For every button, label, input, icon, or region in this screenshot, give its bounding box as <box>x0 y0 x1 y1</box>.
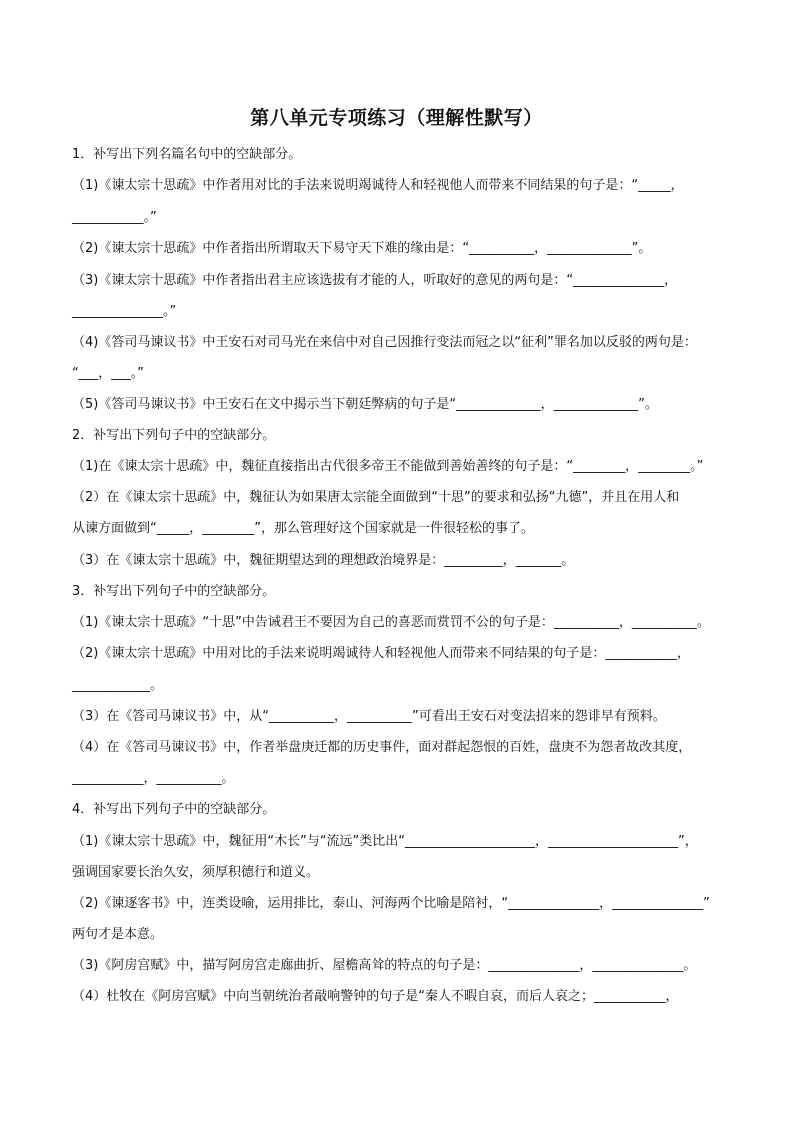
section-2-heading: 2．补写出下列句子中的空缺部分。 <box>72 428 276 443</box>
page-title: 第八单元专项练习（理解性默写） <box>250 107 543 129</box>
question-4-4: （4）杜牧在《阿房宫赋》中向当朝统治者敲响警钟的句子是“秦人不暇自哀，而后人哀之；___________， <box>72 989 679 1004</box>
question-3-1: （1)《谏太宗十思疏》“十思”中告诫君王不要因为自己的喜恶而赏罚不公的句子是：__________，__________。 <box>72 615 710 630</box>
question-1-1: （1)《谏太宗十思疏》中作者用对比的手法来说明竭诚待人和轻视他人而带来不同结果的句子是：“_____， <box>72 178 684 193</box>
question-1-3-cont: ______________。” <box>72 304 177 319</box>
question-4-3: （3)《阿房宫赋》中，描写阿房宫走廊曲折、屋檐高耸的特点的句子是：______________，______________。 <box>72 958 697 973</box>
question-1-3: （3)《谏太宗十思疏》中作者指出君主应该选拔有才能的人，听取好的意见的两句是：“______________， <box>72 273 678 288</box>
section-4-heading: 4．补写出下列句子中的空缺部分。 <box>72 802 276 817</box>
question-4-1-cont: 强调国家要长治久安，须厚积德行和道义。 <box>72 865 320 880</box>
question-1-1-cont: ___________。” <box>72 210 157 225</box>
question-4-2: （2)《谏逐客书》中，连类设喻，运用排比，泰山、河海两个比喻是陪衬，“______________，______________” <box>72 896 710 911</box>
question-2-2: （2）在《谏太宗十思疏》中，魏征认为如果唐太宗能全面做到“十思”的要求和弘扬“九德”，并且在用人和 <box>72 490 680 505</box>
question-3-4-cont: ___________，__________。 <box>72 771 235 786</box>
question-1-4-cont: “___，___。” <box>72 366 144 381</box>
question-2-2-cont: 从谏方面做到“_____，________”，那么管理好这个国家就是一件很轻松的事了。 <box>72 521 534 536</box>
question-2-1: （1)在《谏太宗十思疏》中，魏征直接指出古代很多帝王不能做到善始善终的句子是：“________，________。” <box>72 459 704 474</box>
question-4-1: （1)《谏太宗十思疏》中，魏征用“木长”与“流远”类比出“____________________，____________________”， <box>72 834 698 849</box>
question-1-5: （5)《答司马谏议书》中王安石在文中揭示当下朝廷弊病的句子是“_____________，_____________”。 <box>72 397 658 412</box>
question-4-2-cont: 两句才是本意。 <box>72 927 164 942</box>
section-1-heading: 1．补写出下列名篇名句中的空缺部分。 <box>72 147 302 162</box>
question-3-2-cont: ____________。 <box>72 678 164 693</box>
question-3-4: （4）在《答司马谏议书》中，作者举盘庚迁都的历史事件，面对群起怨恨的百姓，盘庚不为怨者故改其度， <box>72 740 692 755</box>
question-1-2: （2)《谏太宗十思疏》中作者指出所谓取天下易守天下难的缘由是：“__________，_____________”。 <box>72 241 652 256</box>
section-3-heading: 3．补写出下列句子中的空缺部分。 <box>72 584 276 599</box>
question-2-3: （3）在《谏太宗十思疏》中，魏征期望达到的理想政治境界是：_________，_______。 <box>72 553 575 568</box>
question-3-3: （3）在《答司马谏议书》中，从“__________，__________”可看出王安石对变法招来的怨诽早有预料。 <box>72 709 666 724</box>
question-3-2: （2)《谏太宗十思疏》中用对比的手法来说明竭诚待人和轻视他人而带来不同结果的句子是：___________， <box>72 646 690 661</box>
question-1-4: （4)《答司马谏议书》中王安石对司马光在来信中对自己因推行变法而冠之以“征利”罪名加以反驳的两句是： <box>72 335 697 350</box>
